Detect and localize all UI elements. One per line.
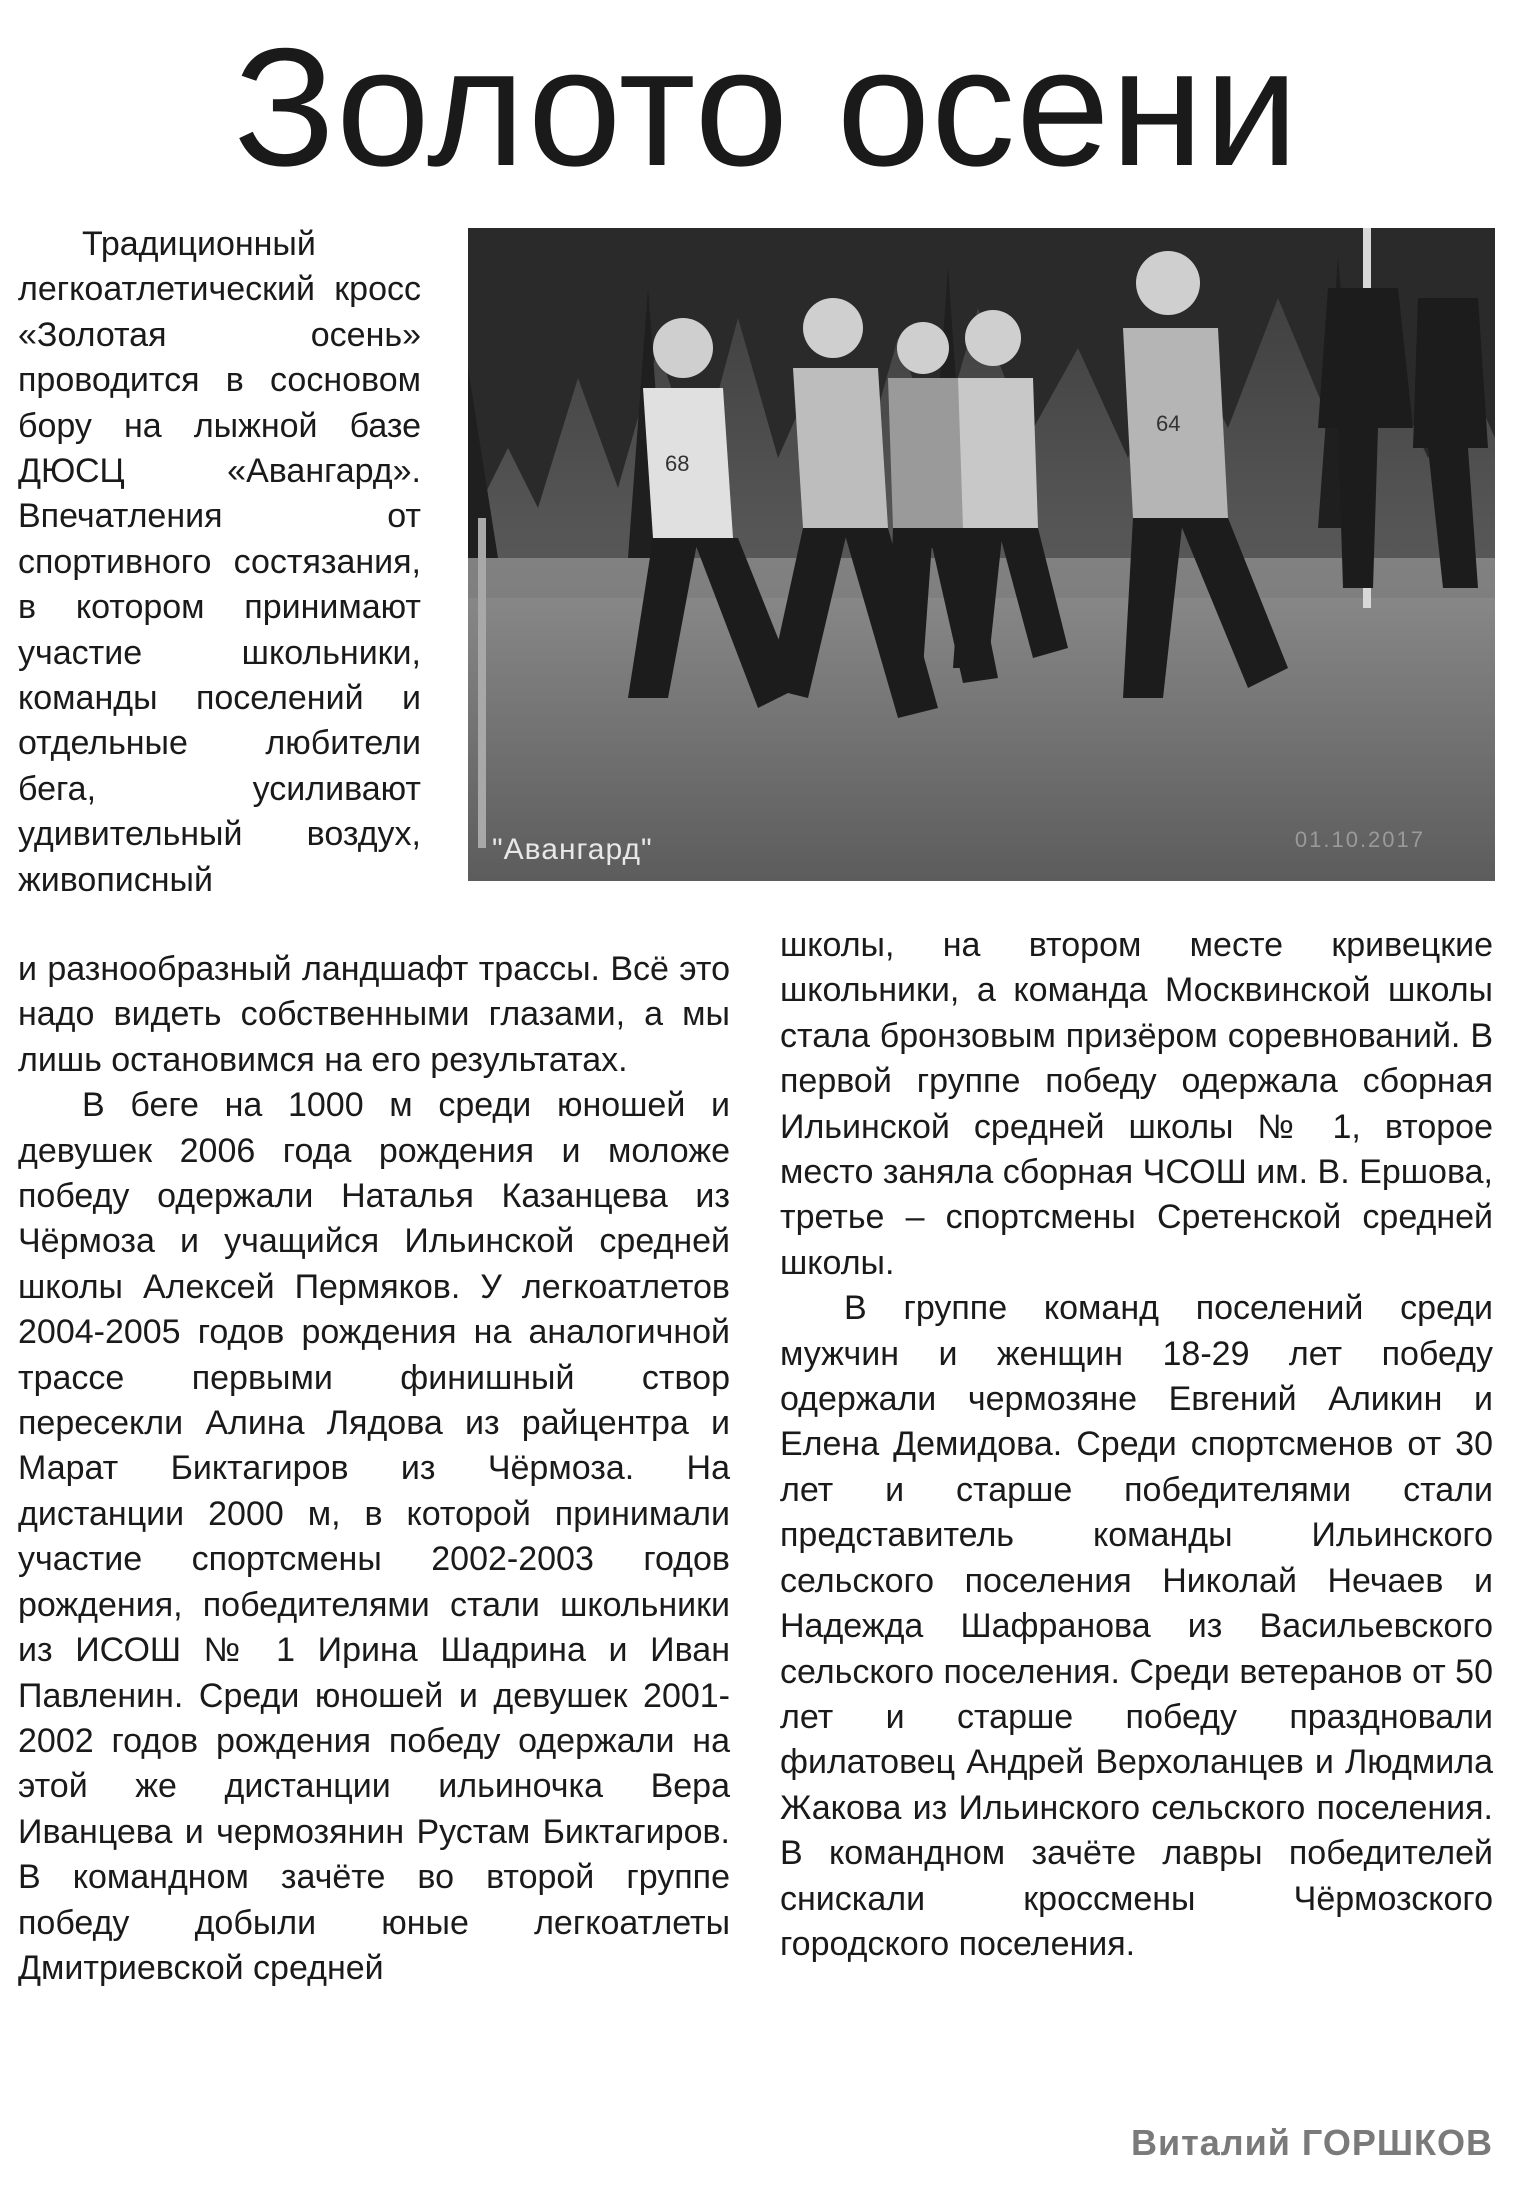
intro-paragraph: Традиционный легкоатлетический кросс «Золотая осень» проводится в сосновом бору на лыжной базе ДЮСЦ «Авангард». Впечатления от спортивного состязания, в котором принимают участие школьники, команды поселений и отдельные любители бега, усиливают удивительный воздух, живописный	[18, 225, 421, 899]
photo-date-stamp: 01.10.2017	[1294, 827, 1425, 852]
column-right	[780, 923, 1493, 1967]
runners-photo-image	[468, 228, 1495, 881]
intro-paragraph-continued: и разнообразный ландшафт трассы. Всё это надо видеть собственными глазами, а мы лишь остановимся на его результатах.	[18, 950, 730, 1079]
results-paragraph-continued: школы, на втором месте кривецкие школьники, а команда Москвинской школы стала бронзовым призёром соревнований. В первой группе победу одержала сборная Ильинской средней школы № 1, второе место заняла сборная ЧСОШ им. В. Ершова, третье – спортсмены Сретенской средней школы.	[780, 926, 1493, 1282]
svg-text:68: 68	[665, 451, 690, 476]
runners-photo	[468, 228, 1495, 881]
author-byline: Виталий ГОРШКОВ	[1130, 2122, 1493, 2163]
column-left	[18, 947, 730, 1991]
photo-caption: "Авангард"	[492, 833, 653, 866]
svg-text:64: 64	[1156, 411, 1181, 436]
settlements-paragraph: В группе команд поселений среди мужчин и женщин 18-29 лет победу одержали чермозяне Евгений Аликин и Елена Демидова. Среди спортсменов от 30 лет и старше победителями стали представитель команды Ильинского сельского поселения Николай Нечаев и Надежда Шафранова из Васильевского сельского поселения. Среди ветеранов от 50 лет и старше победу праздновали филатовец Андрей Верхоланцев и Людмила Жакова из Ильинского сельского поселения. В командном зачёте лавры победителей снискали кроссмены Чёрмозского городского поселения.	[780, 1289, 1493, 1963]
column-left-top	[18, 222, 421, 903]
results-paragraph: В беге на 1000 м среди юношей и девушек 2006 года рождения и моложе победу одержали Наталья Казанцева из Чёрмоза и учащийся Ильинской средней школы Алексей Пермяков. У легкоатлетов 2004-2005 годов рождения на аналогичной трассе первыми финишный створ пересекли Алина Лядова из райцентра и Марат Биктагиров из Чёрмоза. На дистанции 2000 м, в которой принимали участие спортсмены 2002-2003 годов рождения, победителями стали школьники из ИСОШ № 1 Ирина Шадрина и Иван Павленин. Среди юношей и девушек 2001-2002 годов рождения победу одержали на этой же дистанции ильиночка Вера Иванцева и чермозянин Рустам Биктагиров. В командном зачёте во второй группе победу добыли юные легкоатлеты Дмитриевской средней	[18, 1086, 730, 1987]
article-title: Золото осени	[233, 13, 1300, 201]
